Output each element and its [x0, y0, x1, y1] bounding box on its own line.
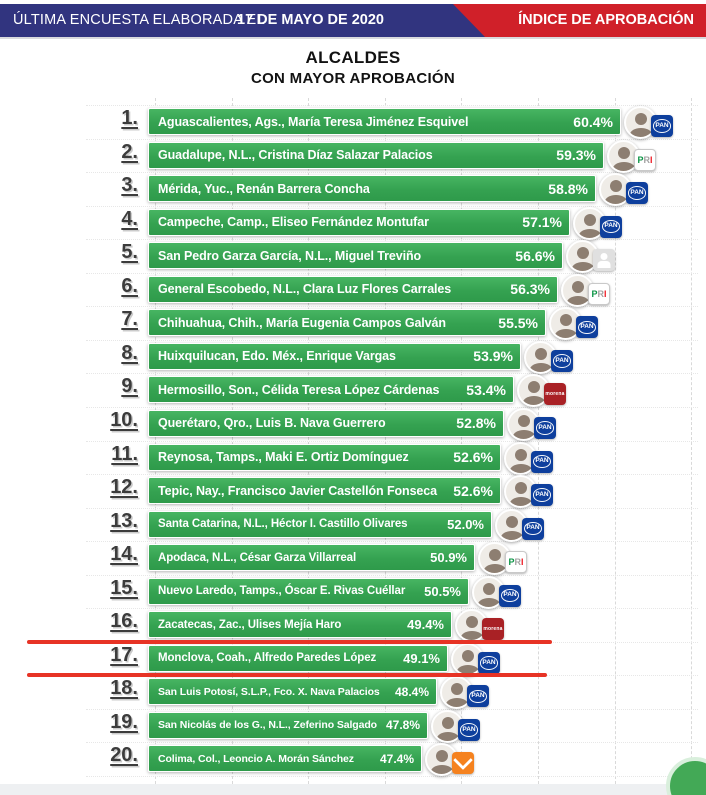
photo-silhouette-head: [442, 717, 454, 729]
approval-bar: [148, 108, 621, 135]
mayor-city-label: Tepic, Nay., Francisco Javier Castellón Fonseca: [158, 483, 437, 498]
placeholder-body: [598, 261, 611, 268]
photo-silhouette-head: [466, 616, 478, 628]
approval-value-label: 53.9%: [473, 348, 513, 365]
highlight-line-top: [27, 640, 552, 644]
pri-logo-letter: I: [521, 557, 524, 568]
rank-number: 19.: [110, 710, 138, 733]
approval-bar: [148, 209, 570, 236]
ranking-row: [0, 442, 706, 476]
pan-logo-text: PAN: [480, 656, 498, 670]
ranking-row: [0, 207, 706, 241]
ranking-row: [0, 307, 706, 341]
photo-silhouette-head: [506, 516, 518, 528]
mayor-city-label: Campeche, Camp., Eliseo Fernández Montufar: [158, 215, 429, 230]
photo-silhouette-head: [610, 180, 622, 192]
approval-value-label: 55.5%: [498, 314, 538, 331]
approval-value-label: 56.6%: [515, 247, 555, 264]
photo-silhouette-head: [451, 683, 463, 695]
approval-value-label: 56.3%: [510, 281, 550, 298]
photo-silhouette-head: [535, 348, 547, 360]
rank-number: 4.: [121, 207, 138, 230]
approval-value-label: 49.1%: [403, 650, 440, 666]
approval-value-label: 52.6%: [453, 449, 493, 465]
pan-logo-text: PAN: [553, 354, 571, 368]
header-index-label: ÍNDICE DE APROBACIÓN: [518, 12, 694, 28]
approval-bar: [148, 242, 563, 269]
pri-party-logo-icon: [588, 283, 610, 305]
ranking-row: [0, 240, 706, 274]
pan-party-logo-icon: [531, 451, 553, 473]
photo-silhouette-torso: [501, 531, 523, 542]
rank-number: 16.: [110, 610, 138, 633]
ranking-row: [0, 341, 706, 375]
mayor-city-label: Mérida, Yuc., Renán Barrera Concha: [158, 181, 370, 196]
rank-number: 7.: [121, 308, 138, 331]
approval-bar: [148, 444, 501, 471]
rank-number: 3.: [121, 174, 138, 197]
photo-silhouette-head: [518, 415, 530, 427]
pri-logo-letter: I: [650, 154, 653, 165]
photo-silhouette-head: [635, 113, 647, 125]
pan-party-logo-icon: [626, 182, 648, 204]
photo-silhouette-head: [462, 650, 474, 662]
rank-number: 11.: [111, 442, 138, 465]
morena-party-logo-icon: [544, 383, 566, 405]
approval-value-label: 48.4%: [394, 684, 429, 699]
approval-bar: [148, 511, 492, 538]
ranking-row: [0, 140, 706, 174]
photo-silhouette-head: [560, 314, 572, 326]
photo-silhouette-head: [436, 750, 448, 762]
pan-logo-text: PAN: [533, 488, 551, 502]
approval-bar: [148, 309, 546, 336]
pan-party-logo-icon: [458, 719, 480, 741]
rank-number: 20.: [110, 744, 138, 767]
rank-number: 13.: [110, 509, 138, 532]
pan-party-logo-icon: [551, 350, 573, 372]
mayor-city-label: General Escobedo, N.L., Clara Luz Flores Carrales: [158, 282, 452, 297]
approval-value-label: 50.5%: [424, 583, 461, 599]
pan-logo-text: PAN: [602, 220, 620, 234]
morena-logo-text: morena: [545, 391, 565, 398]
pan-logo-text: PAN: [469, 690, 487, 704]
photo-silhouette-torso: [630, 128, 652, 139]
mayor-city-label: Santa Catarina, N.L., Héctor I. Castillo Olivares: [158, 518, 408, 531]
photo-silhouette-torso: [437, 732, 459, 743]
rank-number: 5.: [121, 241, 138, 264]
pri-logo-letter: P: [637, 154, 644, 165]
photo-silhouette-torso: [446, 698, 468, 709]
photo-silhouette-head: [577, 247, 589, 259]
photo-silhouette-torso: [605, 195, 627, 206]
pan-party-logo-icon: [478, 652, 500, 674]
approval-value-label: 52.8%: [456, 415, 496, 432]
photo-silhouette-torso: [484, 564, 506, 575]
mayor-city-label: Nuevo Laredo, Tamps., Óscar E. Rivas Cuéllar: [158, 585, 406, 598]
photo-silhouette-head: [528, 381, 540, 393]
approval-bar: [148, 276, 558, 303]
pan-party-logo-icon: [522, 518, 544, 540]
photo-silhouette-head: [483, 583, 495, 595]
approval-bar: [148, 678, 437, 705]
mayor-city-label: Aguascalientes, Ags., María Teresa Jiménez Esquivel: [158, 114, 469, 129]
pan-logo-text: PAN: [628, 186, 646, 200]
photo-silhouette-torso: [530, 363, 552, 374]
approval-value-label: 50.9%: [430, 550, 467, 566]
mayor-city-label: San Luis Potosí, S.L.P., Fco. X. Nava Palacios: [158, 685, 380, 698]
mayor-city-label: Chihuahua, Chih., María Eugenia Campos Galván: [158, 315, 446, 330]
rank-number: 12.: [110, 476, 138, 499]
pri-party-logo-icon: [634, 149, 656, 171]
approval-value-label: 49.4%: [407, 617, 444, 633]
pan-logo-text: PAN: [653, 119, 671, 133]
rank-number: 8.: [121, 341, 138, 364]
mayor-city-label: Huixquilucan, Edo. Méx., Enrique Vargas: [158, 349, 396, 364]
placeholder-head: [601, 253, 608, 260]
header-survey-date: 17 DE MAYO DE 2020: [237, 12, 384, 28]
photo-silhouette-torso: [510, 464, 532, 475]
pan-logo-text: PAN: [536, 421, 554, 435]
approval-value-label: 47.4%: [379, 751, 414, 766]
header-shadow-line: [0, 37, 706, 39]
ranking-row: [0, 106, 706, 140]
pan-logo-text: PAN: [533, 455, 551, 469]
approval-bar: [148, 645, 448, 672]
approval-value-label: 52.0%: [447, 516, 484, 532]
pan-logo-text: PAN: [524, 522, 542, 536]
rank-number: 1.: [121, 107, 138, 129]
rank-number: 17.: [110, 643, 138, 666]
approval-value-label: 59.3%: [556, 147, 596, 164]
independent-placeholder-icon: [593, 249, 615, 271]
pan-party-logo-icon: [600, 216, 622, 238]
approval-value-label: 60.4%: [573, 113, 613, 130]
ranking-row: [0, 643, 706, 677]
mayor-city-label: Hermosillo, Son., Célida Teresa López Cárdenas: [158, 382, 440, 397]
chart-title: ALCALDES: [305, 48, 401, 67]
photo-silhouette-head: [489, 549, 501, 561]
approval-bar: [148, 578, 469, 605]
ranking-row: [0, 576, 706, 610]
ranking-row: [0, 542, 706, 576]
photo-silhouette-head: [584, 214, 596, 226]
pri-logo-letter: I: [604, 288, 607, 299]
pri-logo-letter: R: [597, 288, 604, 299]
photo-silhouette-torso: [510, 497, 532, 508]
ranking-row: [0, 710, 706, 744]
ranking-row: [0, 475, 706, 509]
pan-party-logo-icon: [534, 417, 556, 439]
rank-number: 10.: [110, 408, 138, 431]
mayor-city-label: Guadalupe, N.L., Cristina Díaz Salazar Palacios: [158, 148, 433, 163]
pan-logo-text: PAN: [578, 321, 596, 335]
mayor-city-label: San Pedro Garza García, N.L., Miguel Treviño: [158, 248, 422, 263]
photo-silhouette-head: [618, 147, 630, 159]
photo-silhouette-head: [572, 281, 584, 293]
ranking-row: [0, 274, 706, 308]
pan-party-logo-icon: [531, 484, 553, 506]
approval-bar: [148, 544, 475, 571]
photo-silhouette-torso: [431, 765, 453, 776]
approval-bar: [148, 477, 501, 504]
header-survey-label: ÚLTIMA ENCUESTA ELABORADA EL: [13, 12, 265, 28]
approval-bar: [148, 142, 604, 169]
photo-silhouette-torso: [478, 598, 500, 609]
approval-bar: [148, 343, 521, 370]
photo-silhouette-torso: [567, 296, 589, 307]
highlight-line-bottom: [27, 673, 547, 677]
rank-number: 2.: [121, 140, 138, 163]
rank-number: 14.: [110, 543, 138, 566]
approval-bar: [148, 745, 422, 772]
approval-value-label: 47.8%: [385, 718, 420, 733]
photo-silhouette-torso: [613, 162, 635, 173]
photo-silhouette-head: [515, 482, 527, 494]
mayor-city-label: Monclova, Coah., Alfredo Paredes López: [158, 652, 377, 665]
pan-party-logo-icon: [576, 316, 598, 338]
mayor-city-label: San Nicolás de los G., N.L., Zeferino Salgado: [158, 719, 377, 732]
pri-logo-letter: R: [643, 154, 650, 165]
photo-silhouette-torso: [579, 229, 601, 240]
approval-bar: [148, 410, 504, 437]
ranking-row: [0, 408, 706, 442]
approval-value-label: 52.6%: [453, 482, 493, 499]
photo-silhouette-torso: [513, 430, 535, 441]
approval-bar: [148, 611, 452, 638]
mayor-city-label: Querétaro, Qro., Luis B. Nava Guerrero: [158, 416, 386, 431]
photo-silhouette-torso: [572, 262, 594, 273]
approval-value-label: 53.4%: [466, 381, 506, 398]
movimiento-ciudadano-logo-icon: [452, 752, 474, 774]
mayor-city-label: Colima, Col., Leoncio A. Morán Sánchez: [158, 752, 354, 765]
morena-logo-text: morena: [483, 626, 503, 633]
ranking-row: [0, 609, 706, 643]
rank-number: 6.: [121, 274, 138, 297]
pan-logo-text: PAN: [501, 589, 519, 603]
footer-band: [0, 784, 706, 795]
pri-logo-letter: R: [514, 557, 521, 568]
mayor-city-label: Reynosa, Tamps., Maki E. Ortiz Domínguez: [158, 450, 409, 464]
pri-party-logo-icon: [505, 551, 527, 573]
mayor-city-label: Zacatecas, Zac., Ulises Mejía Haro: [158, 618, 342, 631]
ranking-row: [0, 173, 706, 207]
ranking-row: [0, 743, 706, 777]
approval-bar: [148, 712, 428, 739]
ranking-row: [0, 509, 706, 543]
rank-number: 9.: [121, 375, 138, 398]
photo-silhouette-head: [515, 449, 527, 461]
pan-party-logo-icon: [499, 585, 521, 607]
approval-bar: [148, 376, 514, 403]
rank-number: 15.: [110, 576, 138, 599]
pan-party-logo-icon: [467, 685, 489, 707]
ranking-row: [0, 676, 706, 710]
photo-silhouette-torso: [523, 396, 545, 407]
pri-logo-letter: P: [508, 557, 515, 568]
approval-value-label: 57.1%: [522, 214, 562, 231]
mayor-city-label: Apodaca, N.L., César Garza Villarreal: [158, 551, 357, 564]
chart-subtitle: CON MAYOR APROBACIÓN: [250, 70, 456, 87]
approval-bar: [148, 175, 596, 202]
ranking-row: [0, 374, 706, 408]
photo-silhouette-torso: [555, 329, 577, 340]
morena-party-logo-icon: [482, 618, 504, 640]
rank-number: 18.: [110, 677, 138, 700]
pan-logo-text: PAN: [460, 723, 478, 737]
pan-party-logo-icon: [651, 115, 673, 137]
pri-logo-letter: P: [591, 288, 598, 299]
mc-eagle-glyph: [453, 751, 473, 771]
header-bar: [0, 4, 706, 37]
approval-value-label: 58.8%: [548, 180, 588, 197]
